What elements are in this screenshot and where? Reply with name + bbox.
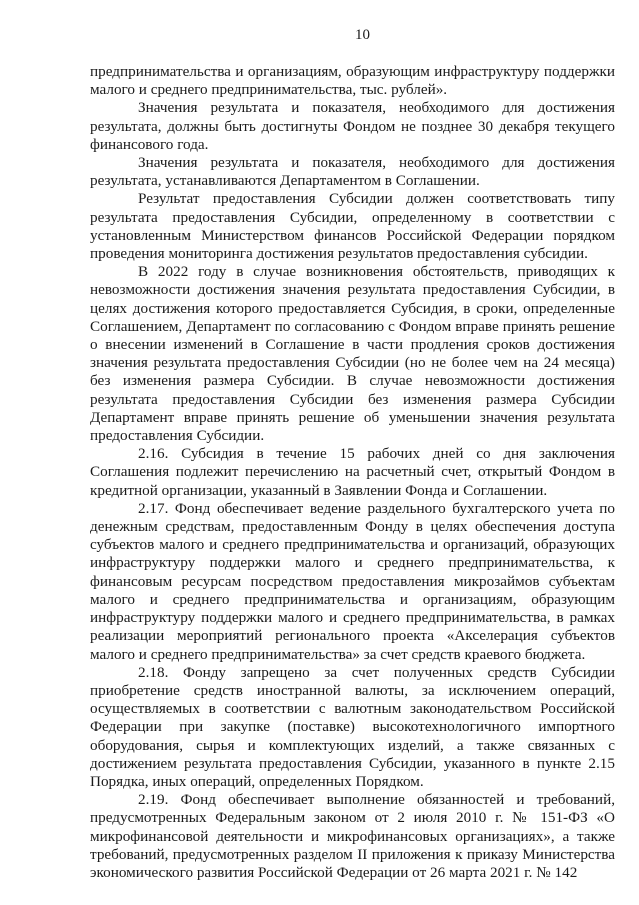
paragraph-result-type: Результат предоставления Субсидии должен соответствовать типу результата предоставления Субсидии, определенному в соответствии с установленным Министерством финансов Российской Федерации порядком проведения мониторинга достижения результатов предоставления субсидии. [90,190,615,263]
paragraph-2022-circumstances: В 2022 году в случае возникновения обстоятельств, приводящих к невозможности достижения значения результата предоставления Субсидии, в целях достижения которого предоставляется Субсидия, в сроки, определенные Соглашением, Департамент по согласованию с Фондом вправе принять решение о внесении изменений в Соглашение в части продления сроков достижения значения результата предоставления Субсидии (но не более чем на 24 месяца) без изменения размера Субсидии. В случае невозможности достижения результата предоставления Субсидии без изменения размера Субсидии Департамент вправе принять решение об уменьшении значения результата предоставления Субсидии. [90,263,615,445]
paragraph-2-17: 2.17. Фонд обеспечивает ведение раздельного бухгалтерского учета по денежным средствам, предоставленным Фонду в целях обеспечения доступа субъектов малого и среднего предпринимательства и организаций, образующих инфраструктуру поддержки малого и среднего предпринимательства, к финансовым ресурсам посредством предоставления микрозаймов субъектам малого и среднего предпринимательства и организациям, образующим инфраструктуру поддержки малого и среднего предпринимательства, в рамках реализации мероприятий регионального проекта «Акселерация субъектов малого и среднего предпринимательства» за счет средств краевого бюджета. [90,499,615,663]
paragraph-deadline: Значения результата и показателя, необходимого для достижения результата, должны быть достигнуты Фондом не позднее 30 декабря текущего финансового года. [90,99,615,153]
paragraph-continuation: предпринимательства и организациям, образующим инфраструктуру поддержки малого и среднего предпринимательства, тыс. рублей». [90,63,615,99]
page-number: 10 [355,27,370,43]
paragraph-2-16: 2.16. Субсидия в течение 15 рабочих дней со дня заключения Соглашения подлежит перечислению на расчетный счет, открытый Фондом в кредитной организации, указанный в Заявлении Фонда и Соглашении. [90,445,615,499]
paragraph-2-18: 2.18. Фонду запрещено за счет полученных средств Субсидии приобретение средств иностранной валюты, за исключением операций, осуществляемых в соответствии с валютным законодательством Российской Федерации при закупке (поставке) высокотехнологичного импортного оборудования, сырья и комплектующих изделий, а также связанных с достижением результата предоставления Субсидии, указанного в пункте 2.15 Порядка, иных операций, определенных Порядком. [90,663,615,790]
paragraph-values-set: Значения результата и показателя, необходимого для достижения результата, устанавливаются Департаментом в Соглашении. [90,154,615,190]
paragraph-2-19: 2.19. Фонд обеспечивает выполнение обязанностей и требований, предусмотренных Федеральным законом от 2 июля 2010 г. № 151-ФЗ «О микрофинансовой деятельности и микрофинансовых организациях», а также требований, предусмотренных разделом II приложения к приказу Министерства экономического развития Российской Федерации от 26 марта 2021 г. № 142 [90,791,615,881]
